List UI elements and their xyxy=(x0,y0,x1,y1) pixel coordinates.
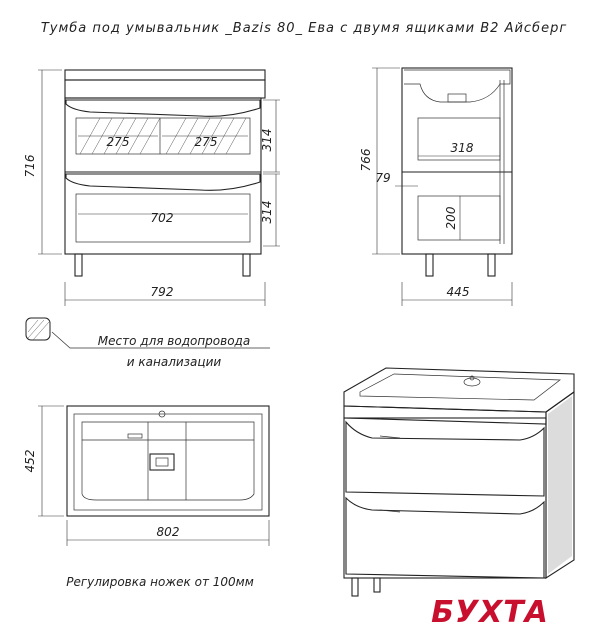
brand-text: БУХТА xyxy=(431,595,549,630)
top-view xyxy=(23,406,269,546)
dim-front-height: 716 xyxy=(23,154,37,178)
dim-drawer-top: 314 xyxy=(260,128,274,152)
front-view xyxy=(23,70,280,306)
legs-adjustment-note: Регулировка ножек от 100мм xyxy=(66,575,254,589)
dim-offset: 79 xyxy=(375,171,391,185)
side-view xyxy=(359,68,512,306)
legend-line1: Место для водопровода xyxy=(97,334,251,348)
dim-inner-depth: 318 xyxy=(450,141,474,155)
dim-drawer-width: 702 xyxy=(150,211,174,225)
dim-top-depth: 452 xyxy=(23,449,37,473)
dim-side-depth: 445 xyxy=(446,285,470,299)
legend-line2: и канализации xyxy=(126,355,222,369)
dim-pipe-zone: 200 xyxy=(444,206,458,230)
legend xyxy=(26,318,270,369)
dim-front-width: 792 xyxy=(150,285,174,299)
isometric-view xyxy=(344,368,574,596)
dim-side-height: 766 xyxy=(359,148,373,172)
pipe-zone-symbol xyxy=(26,318,50,340)
dim-top-width: 802 xyxy=(156,525,180,539)
brand-logo xyxy=(431,595,549,630)
dim-drawer-bottom: 314 xyxy=(260,200,274,224)
dim-inner-right: 275 xyxy=(194,135,218,149)
dim-inner-left: 275 xyxy=(106,135,130,149)
drawing-title: Тумба под умывальник _Bazis 80_ Ева с двумя ящиками В2 Айсберг xyxy=(40,21,568,36)
